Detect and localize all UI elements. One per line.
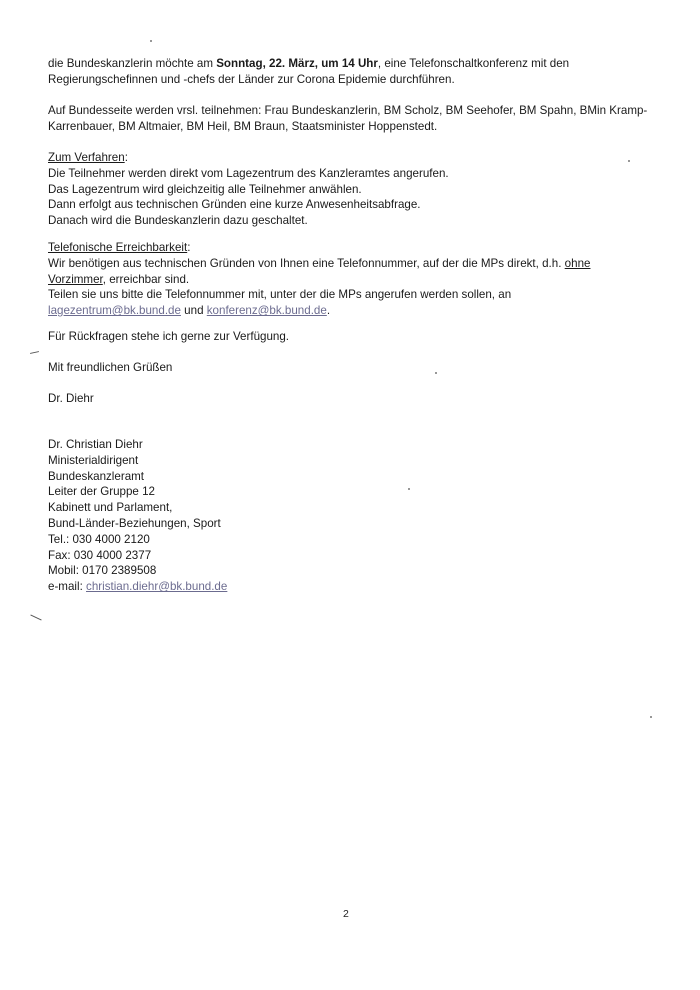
page-number: 2 <box>343 908 349 920</box>
intro-line-2: Regierungschefinnen und -chefs der Länder zur Corona Epidemie durchführen. <box>48 72 455 86</box>
signature-email-line <box>48 579 648 595</box>
procedure-heading-colon: : <box>124 151 128 164</box>
konferenz-email-link[interactable]: konferenz@bk.bund.de <box>206 304 327 318</box>
meeting-date-time: Sonntag, 22. März, um 14 Uhr <box>216 57 378 70</box>
questions-line: Für Rückfragen stehe ich gerne zur Verfügung. <box>48 330 290 343</box>
procedure-line-4: Danach wird die Bundeskanzlerin dazu geschaltet. <box>48 214 308 228</box>
participants-line-2: Karrenbauer, BM Altmaier, BM Heil, BM Braun, Staatsminister Hoppenstedt. <box>48 119 438 133</box>
reachability-line-2-text: , erreichbar sind. <box>102 272 190 286</box>
emails-conjunction: und <box>180 304 207 318</box>
procedure-line-1: Die Teilnehmer werden direkt vom Lagezentrum des Kanzleramtes angerufen. <box>48 166 449 180</box>
reachability-emails <box>48 303 648 319</box>
participants-paragraph <box>48 103 648 135</box>
signature-name: Dr. Christian Diehr <box>48 438 143 451</box>
scan-dot <box>628 160 630 162</box>
intro-text-pre: die Bundeskanzlerin möchte am <box>48 57 217 70</box>
signature-office: Bundeskanzleramt <box>48 469 145 483</box>
reachability-line-2 <box>48 272 648 288</box>
reachability-heading <box>48 240 648 256</box>
reachability-heading-text: Telefonische Erreichbarkeit <box>48 241 188 254</box>
reachability-heading-colon: : <box>187 241 191 254</box>
procedure-heading-text: Zum Verfahren <box>48 151 125 164</box>
signature-email-label: e-mail: <box>48 580 87 594</box>
closing-paragraph <box>48 360 648 376</box>
signature-mobile: Mobil: 0170 2389508 <box>48 564 157 578</box>
signature-telephone: Tel.: 030 4000 2120 <box>48 532 150 546</box>
closing-line: Mit freundlichen Grüßen <box>48 361 173 374</box>
participants-line-1: Auf Bundesseite werden vrsl. teilnehmen: Frau Bundeskanzlerin, BM Scholz, BM Seehofer, BM Spahn, BMin Kramp- <box>48 104 648 117</box>
scan-mark <box>30 615 41 621</box>
scan-mark <box>30 351 39 354</box>
questions-paragraph <box>48 329 648 345</box>
scan-dot <box>150 40 152 42</box>
reachability-line-1 <box>48 256 648 272</box>
intro-line-1 <box>48 56 648 72</box>
intro-text-post: , eine Telefonschaltkonferenz mit den <box>377 57 570 70</box>
procedure-heading <box>48 150 648 166</box>
scan-dot <box>435 372 437 374</box>
signature-block <box>48 437 648 595</box>
procedure-line-3: Dann erfolgt aus technischen Gründen eine kurze Anwesenheitsabfrage. <box>48 198 421 212</box>
scan-dot <box>650 716 652 718</box>
signature-department-1: Kabinett und Parlament, <box>48 501 173 515</box>
intro-paragraph <box>48 56 648 88</box>
reachability-emphasis-2: Vorzimmer <box>48 272 103 286</box>
reachability-line-1-text: Wir benötigen aus technischen Gründen von Ihnen eine Telefonnummer, auf der die MPs direkt, d.h. <box>48 256 565 270</box>
sender-short-paragraph <box>48 391 648 407</box>
signature-title: Ministerialdirigent <box>48 453 139 467</box>
reachability-emphasis-1: ohne <box>564 256 591 270</box>
reachability-line-3: Teilen sie uns bitte die Telefonnummer mit, unter der die MPs angerufen werden sollen, an <box>48 288 512 302</box>
procedure-section <box>48 150 648 229</box>
signature-department-2: Bund-Länder-Beziehungen, Sport <box>48 516 221 530</box>
scan-dot <box>408 488 410 490</box>
signature-fax: Fax: 030 4000 2377 <box>48 548 152 562</box>
emails-period: . <box>326 304 331 318</box>
procedure-line-2: Das Lagezentrum wird gleichzeitig alle Teilnehmer anwählen. <box>48 182 362 196</box>
signature-group: Leiter der Gruppe 12 <box>48 485 155 499</box>
lagezentrum-email-link[interactable]: lagezentrum@bk.bund.de <box>48 304 181 318</box>
reachability-section <box>48 240 648 319</box>
sender-short: Dr. Diehr <box>48 392 94 405</box>
signature-email-link[interactable]: christian.diehr@bk.bund.de <box>86 580 228 594</box>
